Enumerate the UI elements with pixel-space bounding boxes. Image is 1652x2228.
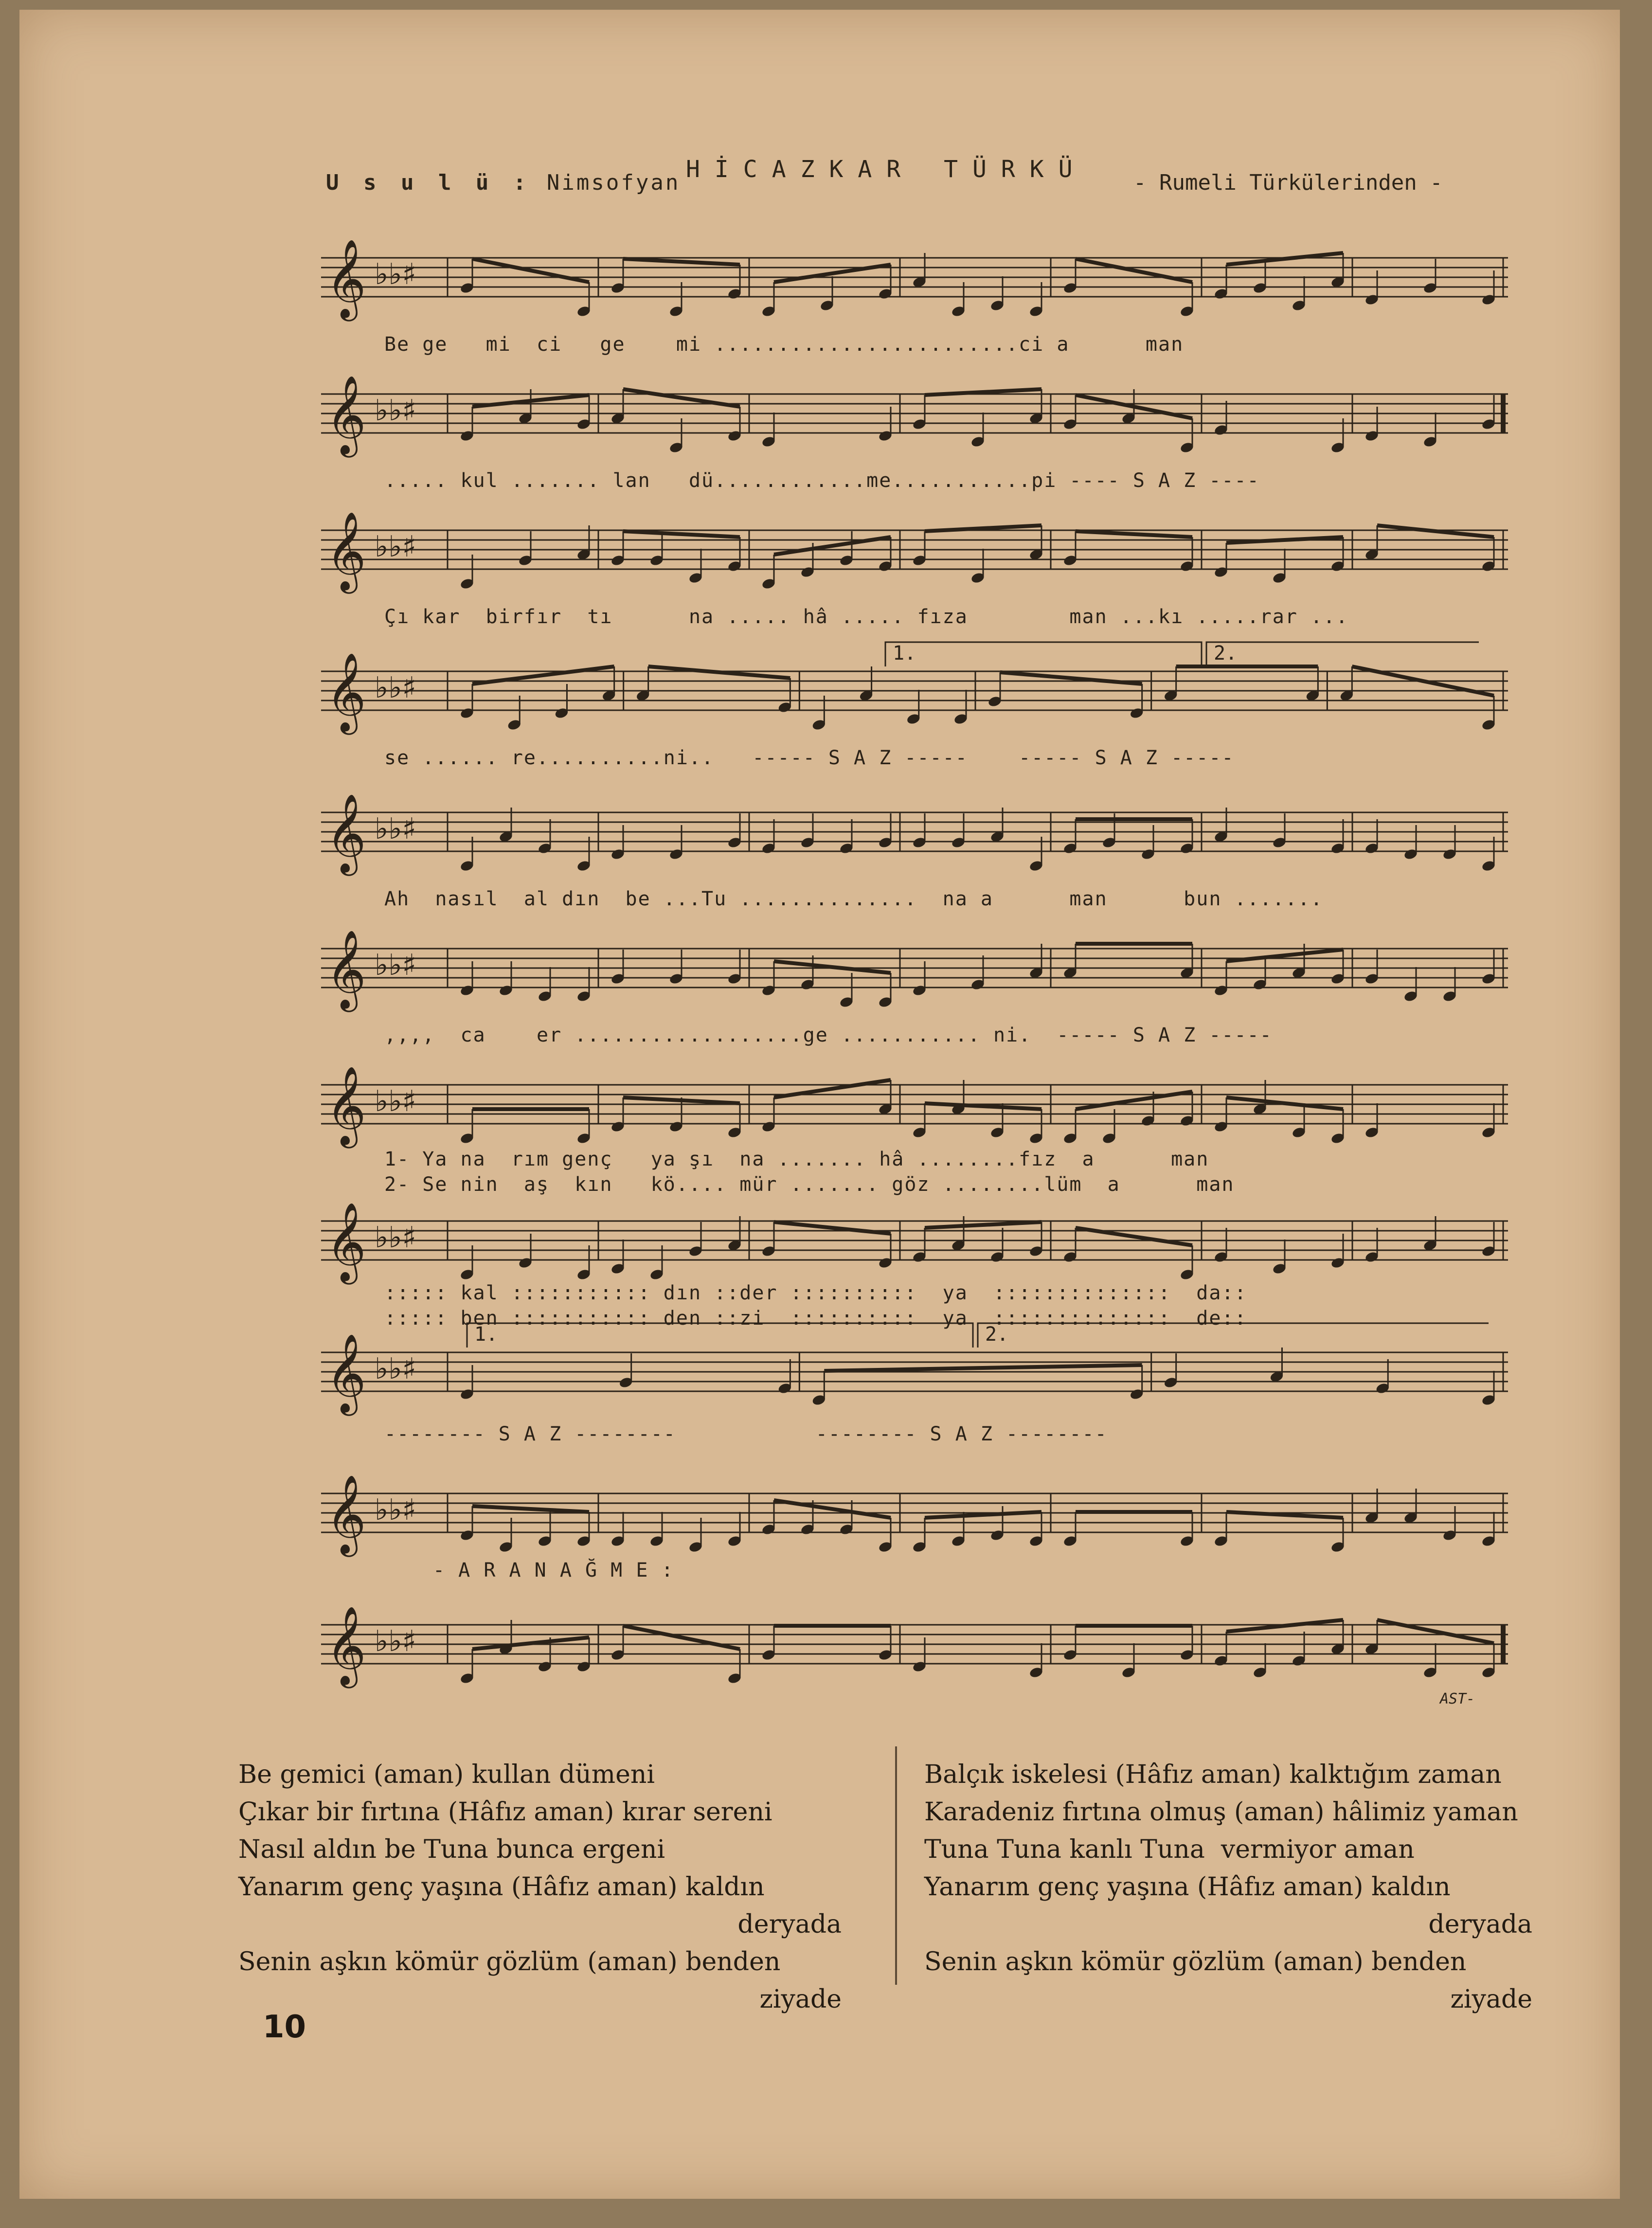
lyric-line: Çı kar birfır tı na ..... hâ ..... fıza man ...kı .....rar ... — [384, 606, 1349, 628]
key-signature-icon: ♭♭♯ — [375, 530, 416, 564]
lyric-line: ,,,, ca er ..................ge ........... ni. ----- S A Z ----- — [384, 1024, 1273, 1046]
note-beam — [1076, 259, 1192, 282]
treble-clef-icon: 𝄞 — [326, 793, 366, 873]
staff-1 — [321, 224, 1508, 336]
key-signature-icon: ♭♭♯ — [375, 812, 416, 846]
treble-clef-icon: 𝄞 — [326, 652, 366, 732]
page-header — [19, 151, 1620, 209]
lyric-line: -------- S A Z -------- -------- S A Z -------- — [384, 1423, 1108, 1445]
verse-line: ziyade — [1450, 1985, 1532, 2014]
treble-clef-icon: 𝄞 — [326, 375, 366, 454]
treble-clef-icon: 𝄞 — [326, 511, 366, 591]
staff-10 — [321, 1459, 1508, 1571]
usul-key: U s u l ü : — [326, 170, 532, 195]
treble-clef-icon: 𝄞 — [326, 1474, 366, 1554]
note-beam — [1226, 1097, 1343, 1109]
page-number: 10 — [263, 2009, 306, 2045]
key-signature-icon: ♭♭♯ — [375, 671, 416, 705]
verse-line: deryada — [737, 1910, 842, 1939]
volta-first-label: 1. — [893, 642, 916, 665]
lyric-line: 1- Ya na rım genç ya şı na ....... hâ ........fız a man — [384, 1148, 1209, 1170]
treble-clef-icon: 𝄞 — [326, 930, 366, 1009]
music-system-2 — [321, 360, 1508, 516]
lyric-line: se ...... re..........ni.. ----- S A Z ----- ----- S A Z ----- — [384, 747, 1235, 769]
treble-clef-icon: 𝄞 — [326, 1333, 366, 1413]
note-beam — [472, 259, 589, 282]
music-system-9 — [321, 1318, 1508, 1474]
key-signature-icon: ♭♭♯ — [375, 257, 416, 291]
music-system-3 — [321, 496, 1508, 652]
lyric-line: ::::: ben ::::::::::: den ::zi :::::::::: ya :::::::::::::: de:: — [384, 1307, 1247, 1330]
lyric-line: ::::: kal ::::::::::: dın ::der :::::::::: ya :::::::::::::: da:: — [384, 1282, 1247, 1304]
usul-label — [326, 170, 680, 195]
note-beam — [1226, 1620, 1343, 1632]
music-system-6 — [321, 915, 1508, 1070]
music-system-11 — [321, 1591, 1508, 1746]
verse-line: ziyade — [759, 1985, 842, 2014]
verse-line: Yanarım genç yaşına (Hâfız aman) kaldın — [238, 1872, 765, 1902]
note-beam — [623, 259, 740, 265]
music-system-7 — [321, 1051, 1508, 1206]
staff-5 — [321, 778, 1508, 890]
key-signature-icon: ♭♭♯ — [375, 394, 416, 428]
song-title: HİCAZKAR TÜRKÜ — [686, 156, 1087, 183]
verse-line: Balçık iskelesi (Hâfız aman) kalktığım zaman — [924, 1760, 1502, 1789]
note-beam — [472, 1506, 589, 1512]
verse-right — [924, 1756, 1532, 2018]
lyric-line: ..... kul ....... lan dü............me...........pi ---- S A Z ---- — [384, 469, 1260, 492]
key-signature-icon: ♭♭♯ — [375, 1624, 416, 1658]
staff-7 — [321, 1051, 1508, 1163]
note-beam — [1377, 525, 1494, 537]
lyric-line: Ah nasıl al dın be ...Tu .............. na a man bun ....... — [384, 888, 1324, 910]
copyist-signature: AST- — [1440, 1690, 1475, 1707]
verse-line: deryada — [1428, 1910, 1532, 1939]
key-signature-icon: ♭♭♯ — [375, 1352, 416, 1386]
note-beam — [1377, 1620, 1494, 1643]
note-beam — [774, 1222, 891, 1234]
verse-line: Nasıl aldın be Tuna bunca ergeni — [238, 1835, 665, 1864]
key-signature-icon: ♭♭♯ — [375, 948, 416, 982]
lyric-line: Be ge mi ci ge mi ........................ci a man — [384, 333, 1184, 356]
usul-value: Nimsofyan — [546, 170, 681, 195]
note-beam — [1226, 950, 1343, 961]
staff-3 — [321, 496, 1508, 608]
staff-11 — [321, 1591, 1508, 1703]
verse-line: Senin aşkın kömür gözlüm (aman) benden — [924, 1947, 1467, 1976]
lyric-line: - A R A N A Ğ M E : — [433, 1559, 674, 1581]
note-beam — [1076, 531, 1192, 537]
treble-clef-icon: 𝄞 — [326, 1066, 366, 1145]
key-signature-icon: ♭♭♯ — [375, 1221, 416, 1255]
music-system-1 — [321, 224, 1508, 379]
note-beam — [623, 531, 740, 537]
verse-line: Karadeniz fırtına olmuş (aman) hâlimiz yaman — [924, 1797, 1518, 1827]
note-beam — [774, 961, 891, 973]
verse-left — [238, 1756, 842, 2018]
note-beam — [1000, 672, 1142, 684]
volta-first-label: 1. — [474, 1323, 498, 1346]
note-beam — [1226, 253, 1343, 265]
song-subtitle: - Rumeli Türkülerinden - — [1133, 170, 1443, 195]
music-system-4 — [321, 637, 1508, 793]
treble-clef-icon: 𝄞 — [326, 1202, 366, 1281]
treble-clef-icon: 𝄞 — [326, 239, 366, 318]
staff-2 — [321, 360, 1508, 472]
music-system-5 — [321, 778, 1508, 934]
verse-line: Tuna Tuna kanlı Tuna vermiyor aman — [924, 1835, 1415, 1864]
volta-second-label: 2. — [985, 1323, 1009, 1346]
treble-clef-icon: 𝄞 — [326, 1606, 366, 1685]
lyric-line: 2- Se nin aş kın kö.... mür ....... göz ........lüm a man — [384, 1173, 1235, 1196]
verse-line: Yanarım genç yaşına (Hâfız aman) kaldın — [924, 1872, 1451, 1902]
verse-line: Çıkar bir fırtına (Hâfız aman) kırar sereni — [238, 1797, 772, 1827]
note-beam — [824, 1365, 1142, 1371]
staff-6 — [321, 915, 1508, 1026]
key-signature-icon: ♭♭♯ — [375, 1084, 416, 1118]
sheet-music-page — [19, 10, 1620, 2199]
verse-line: Be gemici (aman) kullan dümeni — [238, 1760, 655, 1789]
verse-line: Senin aşkın kömür gözlüm (aman) benden — [238, 1947, 781, 1976]
note-beam — [472, 1637, 589, 1649]
volta-brackets — [321, 1318, 1508, 1352]
volta-second-label: 2. — [1214, 642, 1238, 665]
verse-divider — [895, 1746, 897, 1985]
note-beam — [925, 1222, 1041, 1228]
note-beam — [623, 1626, 740, 1649]
key-signature-icon: ♭♭♯ — [375, 1493, 416, 1527]
